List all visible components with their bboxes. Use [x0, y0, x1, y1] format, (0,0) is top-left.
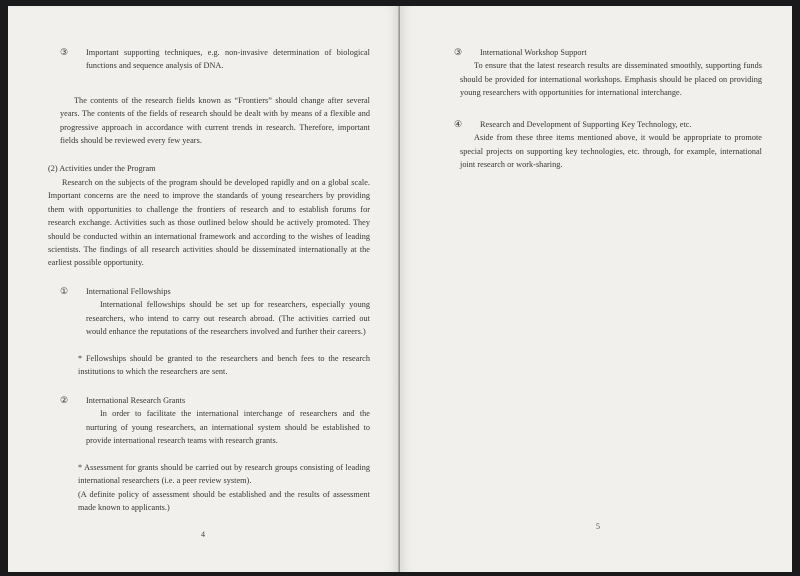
item-text: To ensure that the latest research results are disseminated smoothly, supporting funds should be provided for international workshops. Emphasis should be placed on providing young researchers with opportunities for international interchange. [460, 61, 762, 98]
item-title: Research and Development of Supporting Key Technology, etc. [480, 120, 692, 129]
right-page [400, 6, 792, 572]
item-title: International Fellowships [86, 287, 171, 296]
item-number: ① [60, 286, 69, 296]
item-text: In order to facilitate the international interchange of researchers and the nurturing of young researchers, an international system should be established to provide international research teams with research grants. [86, 409, 370, 446]
item-2-research-grants [60, 394, 370, 448]
item-number: ③ [60, 47, 69, 57]
item-1-note: * Fellowships should be granted to the researchers and bench fees to the research institutions to which the researchers are sent. [78, 354, 370, 377]
note-text-2: (A definite policy of assessment should be established and the results of assessment made known to applicants.) [78, 489, 370, 513]
item-3-workshop-support [454, 46, 762, 100]
item-4-key-technology [454, 118, 762, 172]
item-number: ③ [454, 47, 463, 57]
item-number: ④ [454, 119, 463, 129]
frontiers-paragraph: The contents of the research fields known as “Frontiers” should change after several years. The contents of the fields of research should be dealt with by means of a flexible and progressive approach in accordance with current trends in research. Therefore, important fields should be reviewed every few years. [60, 96, 370, 146]
item-2-note [78, 461, 370, 515]
item-title: International Research Grants [86, 396, 186, 405]
note-text: * Assessment for grants should be carried out by research groups consisting of leading international researchers (i.e. a peer review system). [78, 463, 370, 486]
item-title: International Workshop Support [480, 48, 587, 57]
section-heading: (2) Activities under the Program [48, 164, 156, 173]
item-text: International fellowships should be set up for researchers, especially young researchers, who intend to carry out research abroad. (The activities carried out would enhance the reputations of the researchers involved and further their careers.) [86, 300, 370, 337]
page-number: 4 [201, 530, 205, 539]
left-page [8, 6, 400, 572]
item-1-fellowships [60, 285, 370, 339]
page-number: 5 [596, 522, 600, 531]
item-number: ② [60, 395, 69, 405]
item-text: Important supporting techniques, e.g. non-invasive determination of biological functions and sequence analysis of DNA. [86, 48, 370, 71]
section-paragraph: Research on the subjects of the program should be developed rapidly and on a global scale. Important concerns are the need to improve the standards of young researchers by providing them with opportunities to challenge the frontiers of research and to establish forums for research exchange. Activities such as those outlined below should be actively promoted. They should be conducted within an international framework and according to the wishes of leading scientists. The findings of all research activities should be disseminated internationally at the earliest possible opportunity. [48, 178, 370, 268]
item-text: Aside from these three items mentioned above, it would be appropriate to promote special projects on supporting key technologies, etc. through, for example, international joint research or work-sharing. [460, 133, 762, 170]
item-3-supporting-techniques [60, 46, 370, 73]
